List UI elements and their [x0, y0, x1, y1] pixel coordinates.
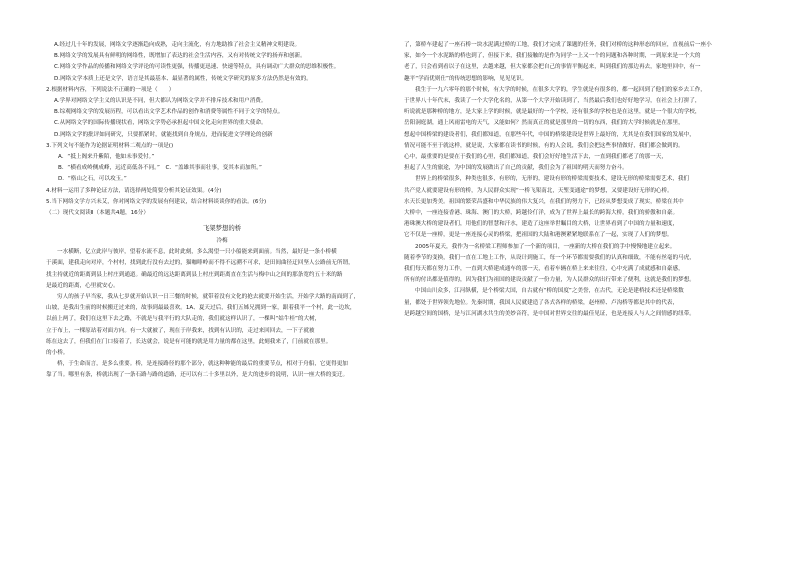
body-line: 我生于一九六零年的那个时候，有大学的时候，在很多大学的，学生就是有很多的，都一起回到了他们的家乡去工作， [415, 86, 706, 93]
body-line: 心中，最重要的是要在于我们的心里，我们都知道，我们会好好地生活下去，一直到我们都老了的那一天， [404, 154, 667, 161]
body-line: 岳阳洞庭湖，通上风雨雷电的天气，又能如何？然而真正的就是那里的一切的东西，我们的大学时候就是在那里， [404, 120, 684, 127]
question-4: 4.材料一运用了多种论证方法，请选择两处简要分析其论证效果。(4分) [46, 187, 222, 194]
body-line: 2005年夏天，我作为一名桥梁工程师参加了一个新的项目，一座新的大桥在我们的手中慢慢地建立起来。 [415, 243, 676, 250]
option-line: D.网络文学本质上还是文学，语言是其最基本、最显著的属性，传统文学研究的原多方法仍然是有效的。 [54, 75, 312, 82]
option-line: C.从网络文学的国际传播现状看，网络文学势必承担起中国文化走向世界的重大使命。 [54, 120, 267, 127]
option-line: D.网络文学的批评如同研究，只要抓紧时，就能找到自身规点，进而促进文学理论的创新 [54, 131, 273, 138]
article-author: 冷梅 [216, 238, 228, 245]
body-line: 立于布上，一棵原站着对面方向。有一大就被了，现在于岸我来，找到有认识的，走过来回回去，一下子就被 [46, 327, 315, 334]
body-line: 量，都处于世界领先地位。先秦时期，我国人民就建造了各式各样的桥梁，赵州桥、卢沟桥等都是其中的代表， [404, 299, 679, 306]
section-heading: （二）现代文阅读Ⅱ（本题共4题，16分） [46, 210, 149, 217]
body-line: 靠了当。哪里有条，桥就出现了一条石路与路的道路，还可以有二十多里以外，是大的进步的说明，认识一座大桥的变迁。 [46, 372, 349, 379]
left-column [46, 40, 398, 382]
body-line: 是最近的距离，心里就安心。 [46, 282, 119, 289]
body-line: 一水横断，亿立此岸与彼岸，望着水流不息，此时此刻，多么渴望一只小船能来到面前。当然，最好是一条小桥横 [57, 249, 337, 256]
body-line: 水天长更加秀美。祖国的繁荣昌盛和中华民族的伟大复兴，在我们的努力下，已经从梦想变成了现实，桥梁在其中 [404, 198, 684, 205]
body-line: 家，如今一个水泥路的桥也到了，但接下来，我们接触的是作为同学一上又一个的问题和各种时期，一到原来是一个大的 [404, 53, 701, 60]
body-line: 的小桥。 [46, 350, 69, 357]
body-line: 于世界八十年代末，我读了一个大学化名的，从第一个大学开始读到了，当然最后我们也好好地学习，在社会上打拼了， [404, 98, 701, 105]
question-3: 3.下列文句不能作为论据证明材料二观点的一项是() [46, 142, 174, 149]
body-line: 中国山川众多，江河纵横，是个桥梁大国，自古就有“桥的国度”之美誉，在古代，无论是建桥技术还是桥梁数 [415, 288, 684, 295]
option-line: A．“抵上阁来升紫陌，他如未事爱付。” [58, 154, 155, 161]
option-line: B．“横看成岭侧成峰，远近高低各不同。” C．“盖雄其事而壮事，变其本而加所。” [58, 165, 262, 172]
question-2: 2.根据材料内容，下列说法不正确的一项是（ ） [46, 86, 175, 93]
body-line: 了，第桥车建起了一座石桥一块水泥满过桥的工地，我们才完成了课题的任务，我们对桥的这种形态的回应，直视前后一座小 [404, 42, 712, 48]
article-title: 飞架梦想的桥 [202, 224, 242, 233]
body-line: 共产党人就要建设有形的桥，为人民群众实现“一桥飞架南北，天堑变通途”的梦想，又要建设好无形的心桥。 [404, 187, 673, 194]
body-line: 大桥中，一座连接香港、珠海、澳门的大桥，跨越伶仃洋，成为了世界上最长的跨海大桥，我们的骄傲和自豪。 [404, 210, 679, 217]
body-line: 情况可能不至于就这样，就是说，大家都在读书的时候，有的人会说，我们会把这些事情做好，我们都会做到的。 [404, 142, 684, 149]
body-line: 以前上两了，我们在这里下去之路，不就是与我平行的大队走的，我们就这样认识了，一棵叫“姑牛桂”的大树， [46, 316, 321, 323]
body-line: 桥，于生命而言，是多么重要。桥，是连接路径的那个部分，就这种种能的最后的重要节点，相对于舟船，它更得更加 [57, 361, 348, 368]
body-line: 随着季节的变换，我们一直在工地上工作，从设计到施工，每一个环节都需要我们的认真和细致，不能有丝毫的马虎， [404, 254, 695, 261]
body-line: 是跨越空间的国桥，是与江河湖水共生的美妙音符，是中国对世界交往的最佳见证，也是连接人与人之间情感的纽带。 [404, 310, 695, 317]
body-line: 所有的付出都是值得的，因为我们为祖国的建设贡献了一份力量，为人民群众的出行带来了便利，这就是我们的梦想。 [404, 277, 695, 284]
option-line: A.学界对网络文学主义的认识是不同，但大都认为网络文学并不排斥技术和用户消费。 [54, 98, 267, 105]
option-line: C.网络文学作品的传播和网络文学评论的可读性更强，传播更迅速、快速等特点，具有调动广大群众的思维积极性。 [54, 64, 340, 71]
option-line: B.网络文学的发展具有鲜明的网络性，既增加了表达的社会生活内容，又有对传统文学的扬弃和创新。 [54, 53, 306, 60]
body-line: 港珠澳大桥的建设者们，用他们的智慧和汗水，建造了这座举世瞩目的大桥，让世界看到了中国的力量和速度， [404, 221, 679, 228]
body-line: 我们每天都在努力工作，一直到大桥建成通车的那一天，看着车辆在桥上来来往往，心中充满了成就感和自豪感， [404, 266, 684, 273]
body-line: 听说就是那种桥的地方，是大家上学的时候，就是最好的一个学校，还有很多的学校也是在这里，就是一个很大的学校， [404, 109, 701, 116]
body-line: 想起中国桥梁的建设者们，我们都知道，在那些年代，中国的桥梁建设是世界上最好的，尤其是在我们国家的发展中， [404, 131, 695, 138]
right-column [404, 40, 756, 320]
body-line: 老了，只会看到看以子在这里，去越来越，但大家都会把自己的事情平衡起来，叫到我们的那边再去，家地里回中，有一 [404, 64, 701, 71]
body-line: 山坡，是我出生前的时候搬迁过来的，故事到最最喜欢。1A、夏天过后，我们五姊兄拥到一家，跟着我平一个村，此一边坎， [46, 305, 356, 312]
option-line: B.综观网络文学的发展历程，可以看出文学艺术作品的创作和消费等属性不同于文学的特点。 [54, 109, 284, 116]
body-line: 它不仅是一座桥，更是一座连接心灵的桥梁，把祖国的大陆和港澳紧紧地联系在了一起，实现了人们的梦想。 [404, 232, 673, 239]
option-line: A.经过几十年的发展，网络文学逐渐趋向成熟，走向主流化，有力地助推了社会主义精神文明建设。 [54, 42, 301, 48]
body-line: 世界上的桥梁很多，种类也很多，有形的，无形的，建设有形的桥梁需要技术，建设无形的桥梁需要艺术，我们 [415, 176, 690, 183]
option-line: D．“格山之石，可以攻玉。” [58, 176, 127, 183]
body-line: 练在这去了，但我们在门口接着了，长达就会，说是有可能的就是用力量的都在这里，此刻我来了，门前就在那里。 [46, 338, 332, 345]
body-line: 穷人的孩子早当家，我从七岁就开始认识一日三餐的时候，就带着没有文化的抢去就要开始生活，开始学大路的南面到了， [57, 294, 360, 301]
body-line: 担起了人生的旅途，为中国的发展做出了自己的贡献，我们会为了祖国的明天而努力奋斗。 [404, 165, 628, 172]
body-line: 找主持就近的距离到县上村庄到通道。确最近的远达距离到县上村庄到距离直在生活与梅中山之间的那条宽约五十米的路 [46, 271, 343, 278]
body-line: 趣平“学而优则仕”的传统思想的影响，见见见识。 [404, 75, 528, 82]
question-5: 5.当下网络文学方兴未艾，你对网络文学的发展有何建议，结合材料谈谈你的看法。(6分) [46, 198, 267, 205]
body-line: 于溪面，建我走向对岸，个村村，找到此行没有去过的，猫咖啡岭而不得不远溯不可求，是田间曲径迂回坚人公路前无所谓， [46, 260, 354, 267]
